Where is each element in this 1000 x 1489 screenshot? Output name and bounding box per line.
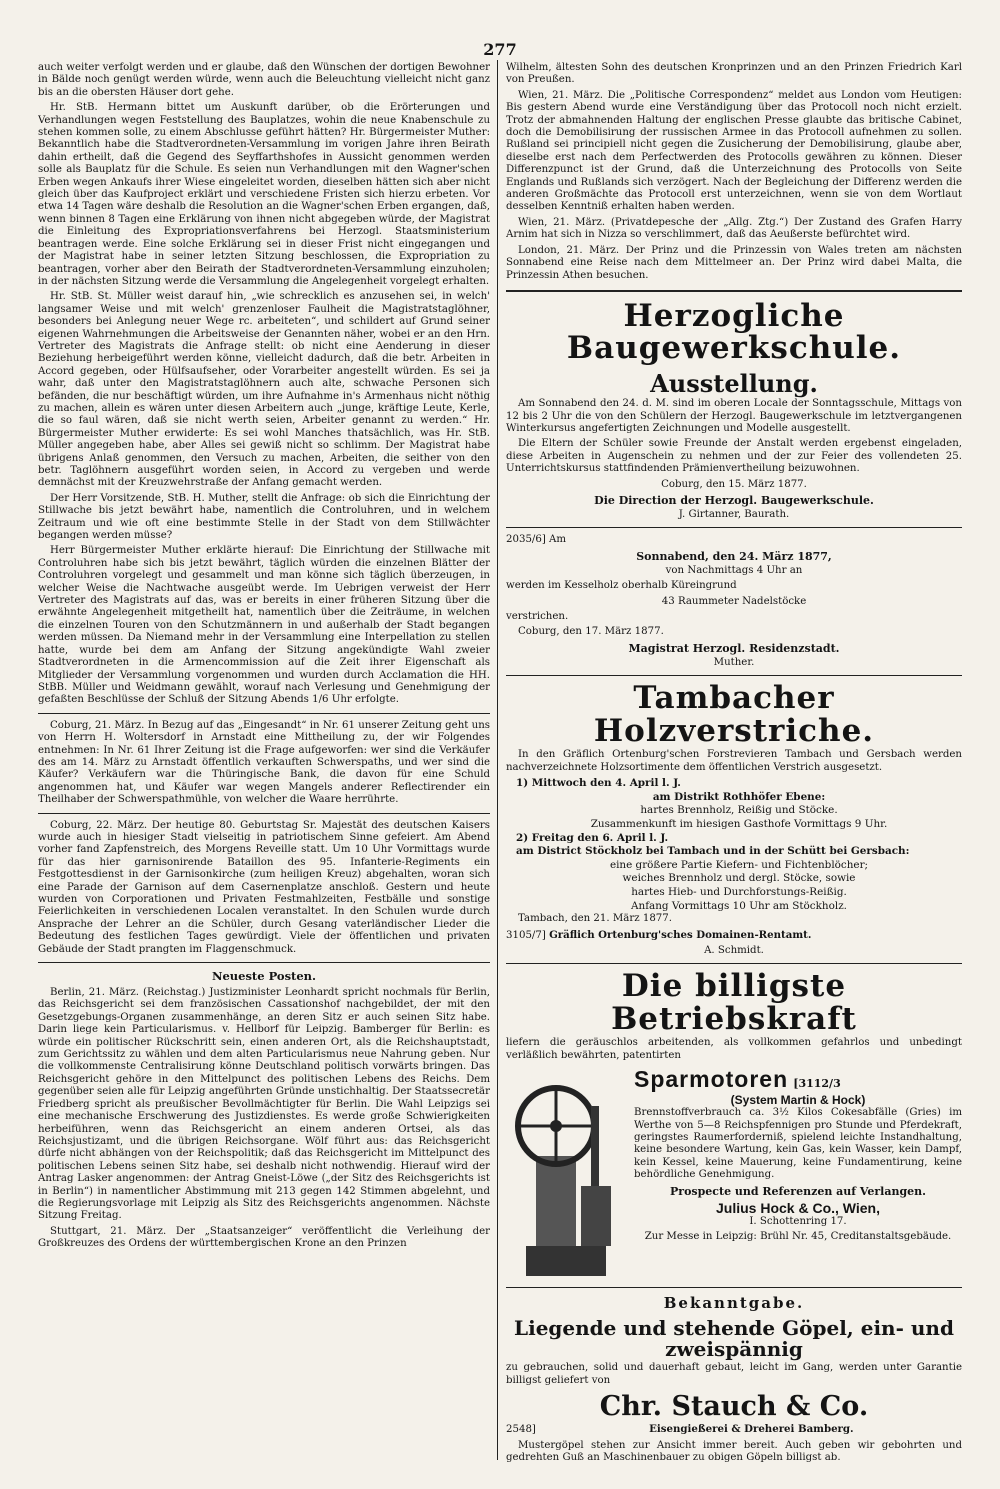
ad-baugewerkschule bbox=[506, 297, 962, 522]
ad-location: am District Stöckholz bei Tambach und in der Schütt bei Gersbach: bbox=[516, 845, 910, 858]
ad-date: Tambach, den 21. März 1877. bbox=[518, 913, 673, 925]
ad-heading: Liegende und stehende Göpel, ein- und zweispännig bbox=[514, 1316, 954, 1362]
ad-firm: Chr. Stauch & Co. bbox=[599, 1391, 869, 1423]
ad-signature: Magistrat Herzogl. Residenzstadt. bbox=[628, 641, 840, 655]
divider bbox=[506, 963, 962, 964]
ad-title: Die billigste Betriebskraft bbox=[611, 968, 857, 1037]
ad-text: Zusammenkunft im hiesigen Gasthofe Vormittags 9 Uhr. bbox=[590, 817, 888, 830]
ad-date-item: 2) Freitag den 6. April l. J. bbox=[516, 831, 669, 844]
ad-sparmotoren bbox=[506, 970, 962, 1281]
ad-text: weiches Brennholz und dergl. Stöcke, sowie bbox=[622, 872, 856, 885]
ad-tambach bbox=[506, 682, 962, 957]
ad-ref: 2548] bbox=[506, 1424, 536, 1436]
engine-illustration bbox=[506, 1066, 626, 1281]
ad-date: Coburg, den 17. März 1877. bbox=[518, 626, 664, 638]
article-paragraph: Der Herr Vorsitzende, StB. H. Muther, stellt die Anfrage: ob sich die Einrichtung der Stillwache bis jetzt bewährt habe, namentlich die Controluhren, und in welchem Zeitraum und wie oft eine bestimmte Stelle in der Stadt von dem Stillwächter begangen werden müsse? bbox=[38, 492, 490, 542]
ad-date: Coburg, den 15. März 1877. bbox=[661, 478, 807, 490]
ad-kesselholz bbox=[506, 534, 962, 669]
article-paragraph: Herr Bürgermeister Muther erklärte hierauf: Die Einrichtung der Stillwache mit Controluhren habe sich bis jetzt bewährt, täglich würden die einzelnen Blätter der Controluhren vorgelegt und gesammelt und man könne sich täglich überzeugen, in welcher Weise die Nachtwache ausgeübt werde. Im Uebrigen verweist der Herr Vertreter des Magistrats auf das, was er bereits in einer früheren Sitzung über die erwähnte Angelegenheit mitgetheilt hat, namentlich über die Zeiträume, in welchen die einzelnen Touren von den Schutzmännern in und außerhalb der Stadt begangen werden müssen. Da Niemand mehr in der Versammlung eine Interpellation zu stellen hatte, wurde bei dem am Anfang der Sitzung angekündigte Wahl zweier Stadtverordneten in die Armencommission auf die Zeit ihrer Eigenschaft als Mitglieder der Versammlung vorgenommen und wurden durch Acclamation die HH. StBB. Müller und Weidmann gewählt, worauf nach Verlesung und Genehmigung der gefaßten Beschlüsse der Schluß der Sitzung Abends 1/6 Uhr erfolgte. bbox=[38, 545, 490, 706]
column-divider bbox=[497, 60, 498, 1460]
ad-ref: 3105/7] bbox=[506, 929, 546, 941]
ad-name: A. Schmidt. bbox=[704, 944, 764, 956]
ad-text: werden im Kesselholz oberhalb Küreingrund bbox=[506, 580, 737, 592]
news-item-wien: Wien, 21. März. Die „Politische Correspondenz“ meldet aus London vom Heutigen: Bis gestern Abend wurde eine Verständigung über das Protocoll noch nicht erzielt. Trotz der abmahnenden Haltung der englischen Presse glaubte das britische Cabinet, doch die Demobilisirung der russischen Armee in das Protocoll aufnehmen zu sollen. Rußland sei principiell nicht gegen die Zusicherung der Demobilisirung, glaube aber, dieselbe erst nach dem Perfectwerden des Protocolls gewähren zu können. Dieser Differenzpunct ist der Grund, daß die Unterzeichnung des Protocolls von Seite Englands und Rußlands sich verzögert. Nach der Begleichung der Differenz werden die anderen Großmächte das Protocoll erst unterzeichnen, wenn sie von dem Wortlaut desselben Kenntniß erhalten haben werden. bbox=[506, 89, 962, 213]
ad-text: Anfang Vormittags 10 Uhr am Stöckholz. bbox=[631, 899, 847, 912]
ad-subtitle: Ausstellung. bbox=[650, 369, 818, 398]
ad-signature: Gräflich Ortenburg'sches Domainen-Rentamt. bbox=[549, 928, 812, 941]
ad-text: hartes Brennholz, Reißig und Stöcke. bbox=[640, 804, 838, 817]
ad-text: 43 Raummeter Nadelstöcke bbox=[661, 595, 807, 607]
ad-text: Am Sonnabend den 24. d. M. sind im oberen Locale der Sonntagsschule, Mittags von 12 bis 2 Uhr die von den Schülern der Herzogl. Baugewerkschule im letztvergangenen Winterkursus angefertigten Zeichnungen und Modelle ausgestellt. bbox=[506, 398, 962, 434]
news-item-berlin: Berlin, 21. März. (Reichstag.) Justizminister Leonhardt spricht nochmals für Berlin, das Reichsgericht sei dem französischen Cassationshof nachgebildet, der mit den Gesetzgebungs-Organen zusammenhänge, an deren Sitz er auch seinen Sitz habe. Darin liege kein Particularismus. v. Hellborf für Leipzig. Bamberger für Berlin: es würde ein politischer Rückschritt sein, einen anderen Ort, als die Reichshauptstadt, zum Gerichtssitz zu wählen und dem alten Particularismus neue Nahrung geben. Nur die vollkommenste Centralisirung könne Deutschland politisch vorwärts bringen. Das Reichsgericht gehöre in den Mittelpunct des politischen Lebens des Reichs. Dem gegenüber seien alle für Leipzig angeführten Gründe unstichhaltig. Der Staatssecretär Friedberg spricht als preußischer Bevollmächtigter für Berlin. Die Wahl Leipzigs sei eine mechanische Erschwerung des Justizdienstes. Es werde große Schwierigkeiten herbeiführen, wenn das Reichsgericht an einem anderen Ortsei, als das Reichsjustizamt, und die übrigen Reichsorgane. Wölf führt aus: das Reichsgericht dürfe nicht abhängen von der Reichspolitik; daß das Reichsgericht im Mittelpunct des politischen Lebens seinen Sitz habe, sei deshalb nicht nothwendig. Hierauf wird der Antrag Lasker angenommen: der Antrag Gneist-Löwe („der Sitz des Reichsgerichts ist in Berlin“) in namentlicher Abstimmung mit 213 gegen 142 Stimmen abgelehnt, und die Regierungsvorlage mit Leipzig als Sitz des Reichsgerichts angenommen. Nächste Sitzung Freitag. bbox=[38, 987, 490, 1222]
section-title: Neueste Posten. bbox=[211, 969, 317, 984]
ad-ref: 2035/6] Am bbox=[506, 534, 567, 546]
ad-title: Herzogliche Baugewerkschule. bbox=[566, 297, 902, 367]
ad-signature: Die Direction der Herzogl. Baugewerkschule. bbox=[594, 494, 874, 508]
news-item-london: London, 21. März. Der Prinz und die Prinzessin von Wales treten am nächsten Sonnabend eine Reise nach dem Mittelmeer an. Der Prinz wird dabei Malta, die Prinzessin Athen besuchen. bbox=[506, 244, 962, 281]
article-paragraph: auch weiter verfolgt werden und er glaube, daß den Wünschen der dortigen Bewohner in Bälde noch genügt werden würde, wenn auch die Beleuchtung vielleicht nicht ganz bis an die obersten Häuser dort gehe. bbox=[38, 62, 490, 98]
right-column bbox=[506, 62, 962, 1467]
ad-text: verstrichen. bbox=[506, 611, 569, 623]
article-paragraph: Hr. StB. Hermann bittet um Auskunft darüber, ob die Erörterungen und Verhandlungen wegen Feststellung des Bauplatzes, wohin die neue Knabenschule zu stehen kommen solle, zu einem Abschlusse geführt hätten? Hr. Bürgermeister Muther: Bekanntlich habe die Stadtverordneten-Versammlung im vorigen Jahre ihren Beirath dahin ertheilt, daß die Gegend des Seyffarthshofes in Aussicht genommen werden solle als Bauplatz für die Schule. Es seien nun Verhandlungen mit den Wagner'schen Erben wegen Ankaufs ihrer Wiese eingeleitet worden, dieselben hätten sich aber nicht gleich über das Kaufproject erklärt und verschiedene Fristen sich hierzu erbeten. Vor etwa 14 Tagen wäre deshalb die Resolution an die Wagner'schen Erben ergangen, daß, wenn binnen 8 Tagen eine Erklärung von ihnen nicht abgegeben würde, der Magistrat die Einleitung des Expropriationsverfahrens bei Herzogl. Staatsministerium beantragen werde. Eine solche Erklärung sei in dieser Frist nicht eingegangen und der Magistrat habe in seiner letzten Sitzung beschlossen, die Expropriation zu beantragen, vorher aber den Beirath der Stadtverordneten-Versammlung einzuholen; in der nächsten Sitzung werde die Versammlung die Angelegenheit vorgelegt erhalten. bbox=[38, 102, 490, 287]
left-column bbox=[38, 62, 490, 1467]
ad-address: I. Schottenring 17. bbox=[749, 1215, 847, 1227]
ad-stauch bbox=[506, 1294, 962, 1464]
page-number: 277 bbox=[483, 40, 517, 59]
ad-firm: Julius Hock & Co., Wien, bbox=[715, 1199, 880, 1216]
ad-text: Mustergöpel stehen zur Ansicht immer bereit. Auch geben wir gebohrten und gedrehten Guß an Maschinenbauer zu obigen Göpeln billigst ab. bbox=[506, 1439, 962, 1464]
ad-text: liefern die geräuschlos arbeitenden, als vollkommen gefahrlos und unbedingt verläßlich bewährten, patentirten bbox=[506, 1037, 962, 1061]
ad-brand: Sparmotoren bbox=[634, 1066, 789, 1093]
news-item-stuttgart: Stuttgart, 21. März. Der „Staatsanzeiger“ veröffentlicht die Verleihung der Großkreuzes des Ordens der württembergischen Krone an den Prinzen bbox=[38, 1225, 490, 1250]
ad-date-item: 1) Mittwoch den 4. April l. J. bbox=[516, 777, 681, 790]
news-item-wien-2: Wien, 21. März. (Privatdepesche der „Allg. Ztg.“) Der Zustand des Grafen Harry Arnim hat sich in Nizza so verschlimmert, daß das Aeußerste befürchtet wird. bbox=[506, 216, 962, 241]
divider bbox=[506, 290, 962, 292]
ad-text: von Nachmittags 4 Uhr an bbox=[665, 564, 803, 576]
ad-location: am Distrikt Rothhöfer Ebene: bbox=[652, 790, 826, 803]
ad-title: Bekanntgabe. bbox=[663, 1294, 805, 1313]
ad-text: Brennstoffverbrauch ca. 3½ Kilos Cokesabfälle (Gries) im Werthe von 5—8 Reichspfennigen pro Stunde und Pferdekraft, geringstes Raumerforderniß, spielend leichte Instandhaltung, keine besondere Wartung, kein Gas, kein Wasser, kein Dampf, kein Kessel, keine Mauerung, keine Fundamentirung, keine behördliche Genehmigung. bbox=[634, 1107, 962, 1181]
article-paragraph: Wilhelm, ältesten Sohn des deutschen Kronprinzen und an den Prinzen Friedrich Karl von Preußen. bbox=[506, 62, 962, 86]
ad-system: (System Martin & Hock) bbox=[730, 1093, 866, 1108]
ad-name: J. Girtanner, Baurath. bbox=[678, 509, 790, 521]
ad-title: Tambacher Holzverstriche. bbox=[593, 680, 875, 749]
ad-subtitle: Eisengießerei & Dreherei Bamberg. bbox=[649, 1423, 854, 1436]
ad-text: hartes Hieb- und Durchforstungs-Reißig. bbox=[631, 885, 847, 898]
ad-ref: [3112/3 bbox=[793, 1077, 841, 1091]
divider bbox=[506, 675, 962, 676]
ad-text: eine größere Partie Kiefern- und Fichtenblöcher; bbox=[609, 858, 869, 871]
news-item-coburg-21: Coburg, 21. März. In Bezug auf das „Eingesandt“ in Nr. 61 unserer Zeitung geht uns von Herrn H. Woltersdorf in Arnstadt eine Mittheilung zu, der wir Folgendes entnehmen: In Nr. 61 Ihrer Zeitung ist die Frage aufgeworfen: wer sind die Verkäufer des am 14. März zu Arnstadt öffentlich verkauften Schwerspaths, und wer sind die Käufer? Verkäufern war die Thüringische Bank, die davon für eine Schuld angenommen hat, und Käufer war wegen Mangels anderer Reflectirender ein Theilhaber der Schwerspathmühle, von welcher die Waare herrührte. bbox=[38, 719, 490, 806]
article-paragraph: Hr. StB. St. Müller weist darauf hin, „wie schrecklich es anzusehen sei, in welch' langsamer Weise und mit welch' grenzenloser Faulheit die Magistratstaglöhner, besonders bei Anlegung neuer Wege rc. arbeiteten“, und schildert auf Grund seiner eigenen Wahrnehmungen die Arbeitsweise der Genannten näher, wobei er an den Hrn. Vertreter des Magistrats die Anfrage stellt: ob nicht eine Aenderung in dieser Beziehung herbeigeführt werden könne, vielleicht dadurch, daß die betr. Arbeiten in Accord gegeben, oder Hülfsaufseher, oder Vorarbeiter angestellt würden. Es sei ja wahr, daß unter den Magistratstaglöhnern auch alte, schwache Personen sich befänden, die nur beschäftigt würden, um ihre Aufnahme in's Armenhaus nicht nöthig zu machen, allein es wären unter diesen Arbeitern auch „junge, kräftige Leute, Kerle, die so faul wären, daß sie nicht werth seien, Arbeiter genannt zu werden.“ Hr. Bürgermeister Muther erwiderte: Es sei wohl Manches thatsächlich, was Hr. StB. Müller angegeben habe, aber Alles sei gewiß nicht so schlimm. Der Magistrat habe übrigens Anlaß genommen, den Versuch zu machen, Arbeiten, die seither von den betr. Taglöhnern ausgeführt worden seien, in Accord zu vergeben und werde demnächst mit der Kreuzwehrstraße der Anfang gemacht werden. bbox=[38, 291, 490, 489]
divider bbox=[506, 527, 962, 528]
divider bbox=[506, 1287, 962, 1288]
ad-date-line: Sonnabend, den 24. März 1877, bbox=[636, 549, 832, 563]
ad-prospect: Prospecte und Referenzen auf Verlangen. bbox=[670, 1184, 926, 1198]
ad-text: Die Eltern der Schüler sowie Freunde der Anstalt werden ergebenst eingeladen, diese Arbeiten in Augenschein zu nehmen und der zur Feier des vollendeten 25. Unterrichtskursus stattfindenden Prämienvertheilung beizuwohnen. bbox=[506, 438, 962, 475]
ad-text: zu gebrauchen, solid und dauerhaft gebaut, leicht im Gang, werden unter Garantie billigst geliefert von bbox=[506, 1362, 962, 1386]
divider bbox=[38, 713, 490, 714]
ad-name: Muther. bbox=[713, 656, 755, 668]
ad-text: In den Gräflich Ortenburg'schen Forstrevieren Tambach und Gersbach werden nachverzeichnete Holzsortimente dem öffentlichen Verstrich ausgesetzt. bbox=[506, 749, 962, 773]
divider bbox=[38, 962, 490, 963]
divider bbox=[38, 813, 490, 814]
news-item-coburg-22: Coburg, 22. März. Der heutige 80. Geburtstag Sr. Majestät des deutschen Kaisers wurde auch in hiesiger Stadt vielseitig in patriotischem Sinne gefeiert. Am Abend vorher fand Zapfenstreich, des Morgens Reveille statt. Um 10 Uhr Vormittags wurde für das hier garnisonirende Bataillon des 95. Infanterie-Regiments ein Festgottesdienst in der Garnisonkirche (zum heiligen Kreuz) abgehalten, woran sich eine Parade der Garnison auf dem Casernenplatze anschloß. Gestern und heute wurden von Corporationen und Privaten Festmahlzeiten, Festbälle und sonstige Feierlichkeiten in verschiedenen Localen veranstaltet. In den Schulen wurde durch Ansprache der Lehrer an die Schüler, durch Gesang vaterländischer Lieder die Bedeutung des festlichen Tages gewürdigt. Viele der öffentlichen und privaten Gebäude der Stadt prangten im Flaggenschmuck. bbox=[38, 819, 490, 955]
ad-text: Zur Messe in Leipzig: Brühl Nr. 45, Creditanstaltsgebäude. bbox=[644, 1231, 952, 1243]
